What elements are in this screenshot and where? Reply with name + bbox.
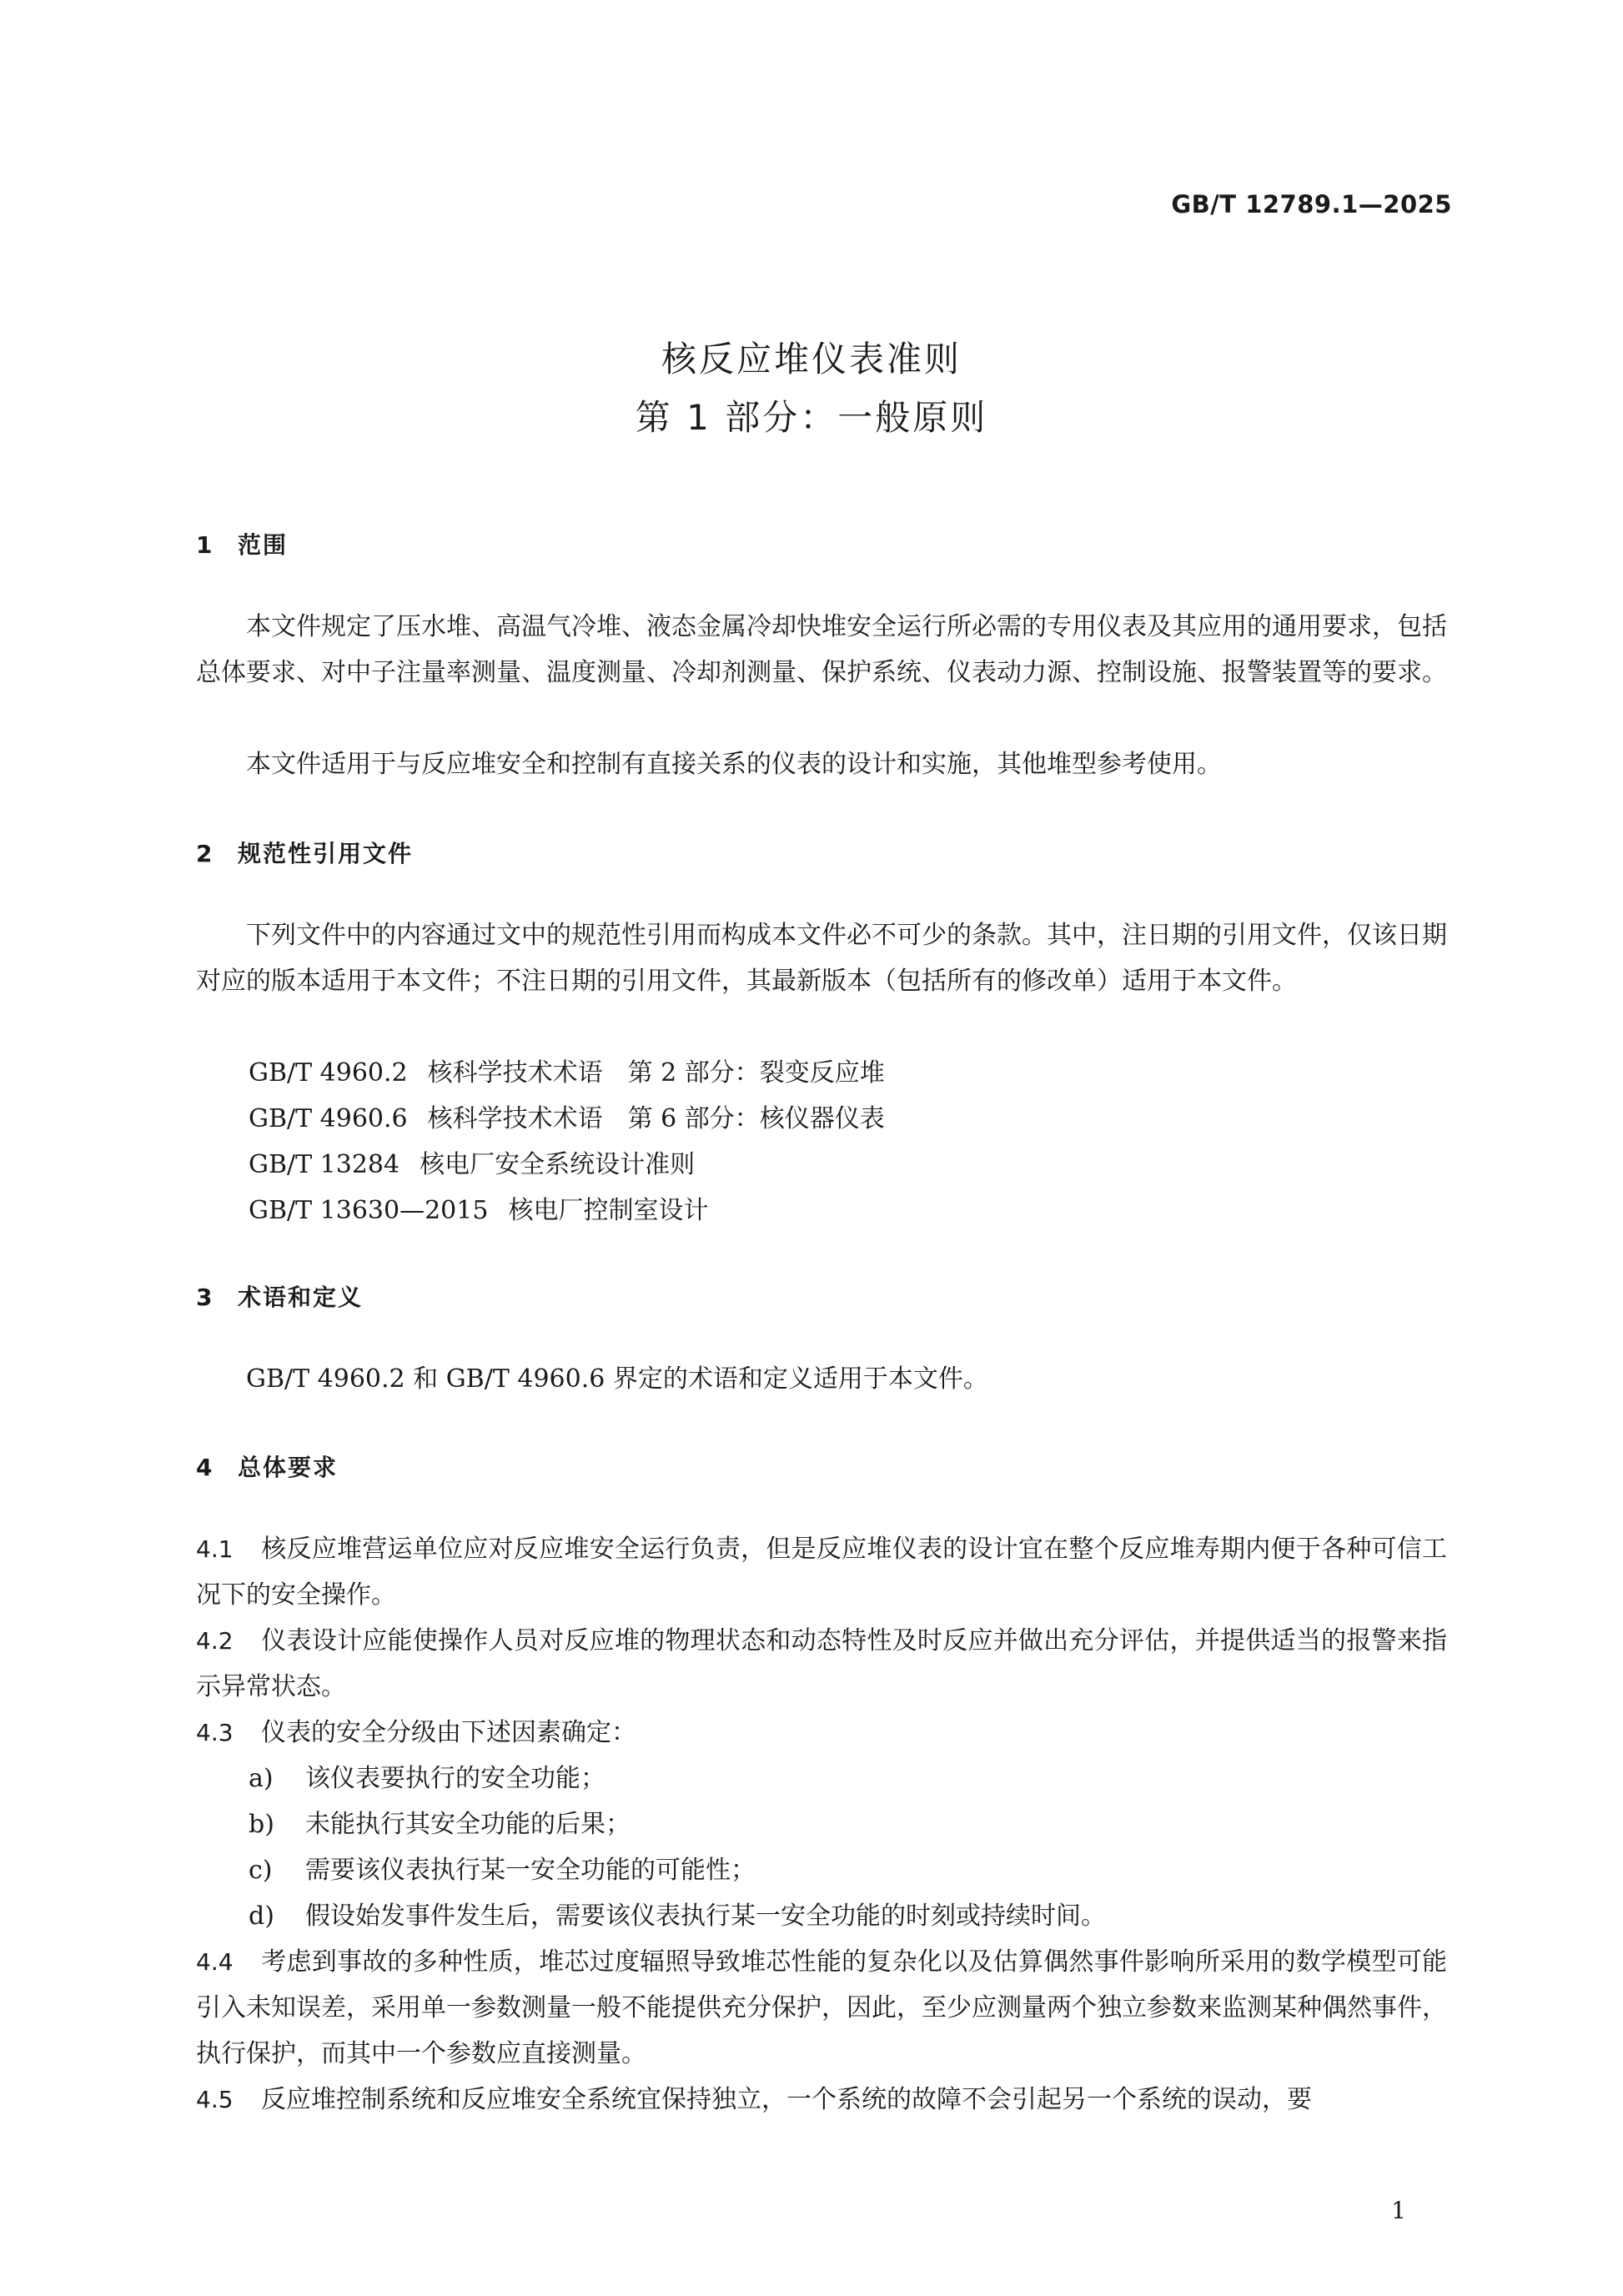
reference-code: GB/T 13630—2015 — [249, 1196, 489, 1225]
reference-code: GB/T 13284 — [249, 1150, 400, 1179]
section-number: 1 — [196, 531, 214, 559]
reference-title: 核科学技术术语 第 2 部分：裂变反应堆 — [427, 1058, 885, 1088]
section-title: 范围 — [238, 531, 289, 559]
reference-code: GB/T 4960.6 — [249, 1104, 408, 1133]
list-item-text: 该仪表要执行的安全功能； — [305, 1764, 605, 1793]
section-heading-2 — [196, 836, 413, 869]
paragraph: 本文件适用于与反应堆安全和控制有直接关系的仪表的设计和实施，其他堆型参考使用。 — [246, 750, 1222, 779]
clause-4-5 — [196, 2077, 1447, 2123]
normative-reference — [249, 1096, 885, 1142]
clause-number: 4.5 — [196, 2086, 234, 2113]
list-item-text: 假设始发事件发生后，需要该仪表执行某一安全功能的时刻或持续时间。 — [305, 1902, 1106, 1931]
section-number: 3 — [196, 1284, 214, 1311]
clause-number: 4.2 — [196, 1627, 234, 1655]
list-item — [249, 1893, 1106, 1939]
section-number: 2 — [196, 840, 214, 867]
reference-title: 核科学技术术语 第 6 部分：核仪器仪表 — [427, 1104, 885, 1133]
normative-reference — [249, 1188, 708, 1233]
clause-text: 仪表的安全分级由下述因素确定： — [261, 1718, 636, 1747]
clause-text: 核反应堆营运单位应对反应堆安全运行负责，但是反应堆仪表的设计宜在整个反应堆寿期内便于各种可信工况下的安全操作。 — [196, 1535, 1447, 1610]
clause-number: 4.4 — [196, 1948, 234, 1976]
normative-reference — [249, 1050, 885, 1096]
section-title: 规范性引用文件 — [238, 840, 414, 867]
reference-title: 核电厂安全系统设计准则 — [420, 1150, 696, 1179]
paragraph: 下列文件中的内容通过文中的规范性引用而构成本文件必不可少的条款。其中，注日期的引用文件，仅该日期对应的版本适用于本文件；不注日期的引用文件，其最新版本（包括所有的修改单）适用于本文件。 — [196, 921, 1447, 996]
list-item — [249, 1847, 756, 1893]
document-subtitle: 第 1 部分：一般原则 — [635, 397, 988, 438]
list-item-text: 未能执行其安全功能的后果； — [305, 1810, 631, 1839]
list-item — [249, 1801, 631, 1847]
clause-number: 4.3 — [196, 1719, 234, 1746]
section-title: 总体要求 — [238, 1454, 339, 1481]
clause-4-3 — [196, 1710, 1447, 1756]
clause-text: 反应堆控制系统和反应堆安全系统宜保持独立，一个系统的故障不会引起另一个系统的误动，要 — [261, 2085, 1312, 2114]
section-title: 术语和定义 — [238, 1284, 364, 1311]
section-heading-4 — [196, 1449, 338, 1483]
standard-code: GB/T 12789.1—2025 — [1171, 190, 1452, 219]
section-heading-3 — [196, 1279, 363, 1313]
clause-text: 考虑到事故的多种性质，堆芯过度辐照导致堆芯性能的复杂化以及估算偶然事件影响所采用的数学模型可能引入未知误差，采用单一参数测量一般不能提供充分保护，因此，至少应测量两个独立参数来监测某种偶然事件，执行保护，而其中一个参数应直接测量。 — [196, 1947, 1447, 2068]
list-item-text: 需要该仪表执行某一安全功能的可能性； — [305, 1856, 756, 1885]
clause-4-4 — [196, 1939, 1447, 2077]
paragraph: GB/T 4960.2 和 GB/T 4960.6 界定的术语和定义适用于本文件。 — [246, 1364, 988, 1394]
normative-reference — [249, 1142, 695, 1188]
list-item-label: c) — [249, 1856, 273, 1885]
reference-title: 核电厂控制室设计 — [508, 1196, 709, 1225]
clause-number: 4.1 — [196, 1535, 234, 1563]
clause-4-2 — [196, 1618, 1447, 1710]
section-number: 4 — [196, 1454, 214, 1481]
list-item — [249, 1756, 605, 1801]
list-item-label: b) — [249, 1810, 274, 1839]
clause-4-1 — [196, 1526, 1447, 1618]
document-title: 核反应堆仪表准则 — [661, 339, 962, 379]
list-item-label: a) — [249, 1764, 274, 1793]
reference-code: GB/T 4960.2 — [249, 1058, 408, 1088]
section-heading-1 — [196, 527, 288, 560]
page-number: 1 — [1391, 2197, 1406, 2224]
list-item-label: d) — [249, 1902, 274, 1931]
clause-text: 仪表设计应能使操作人员对反应堆的物理状态和动态特性及时反应并做出充分评估，并提供适当的报警来指示异常状态。 — [196, 1626, 1447, 1701]
paragraph: 本文件规定了压水堆、高温气冷堆、液态金属冷却快堆安全运行所必需的专用仪表及其应用的通用要求，包括总体要求、对中子注量率测量、温度测量、冷却剂测量、保护系统、仪表动力源、控制设施、报警装置等的要求。 — [196, 612, 1447, 687]
